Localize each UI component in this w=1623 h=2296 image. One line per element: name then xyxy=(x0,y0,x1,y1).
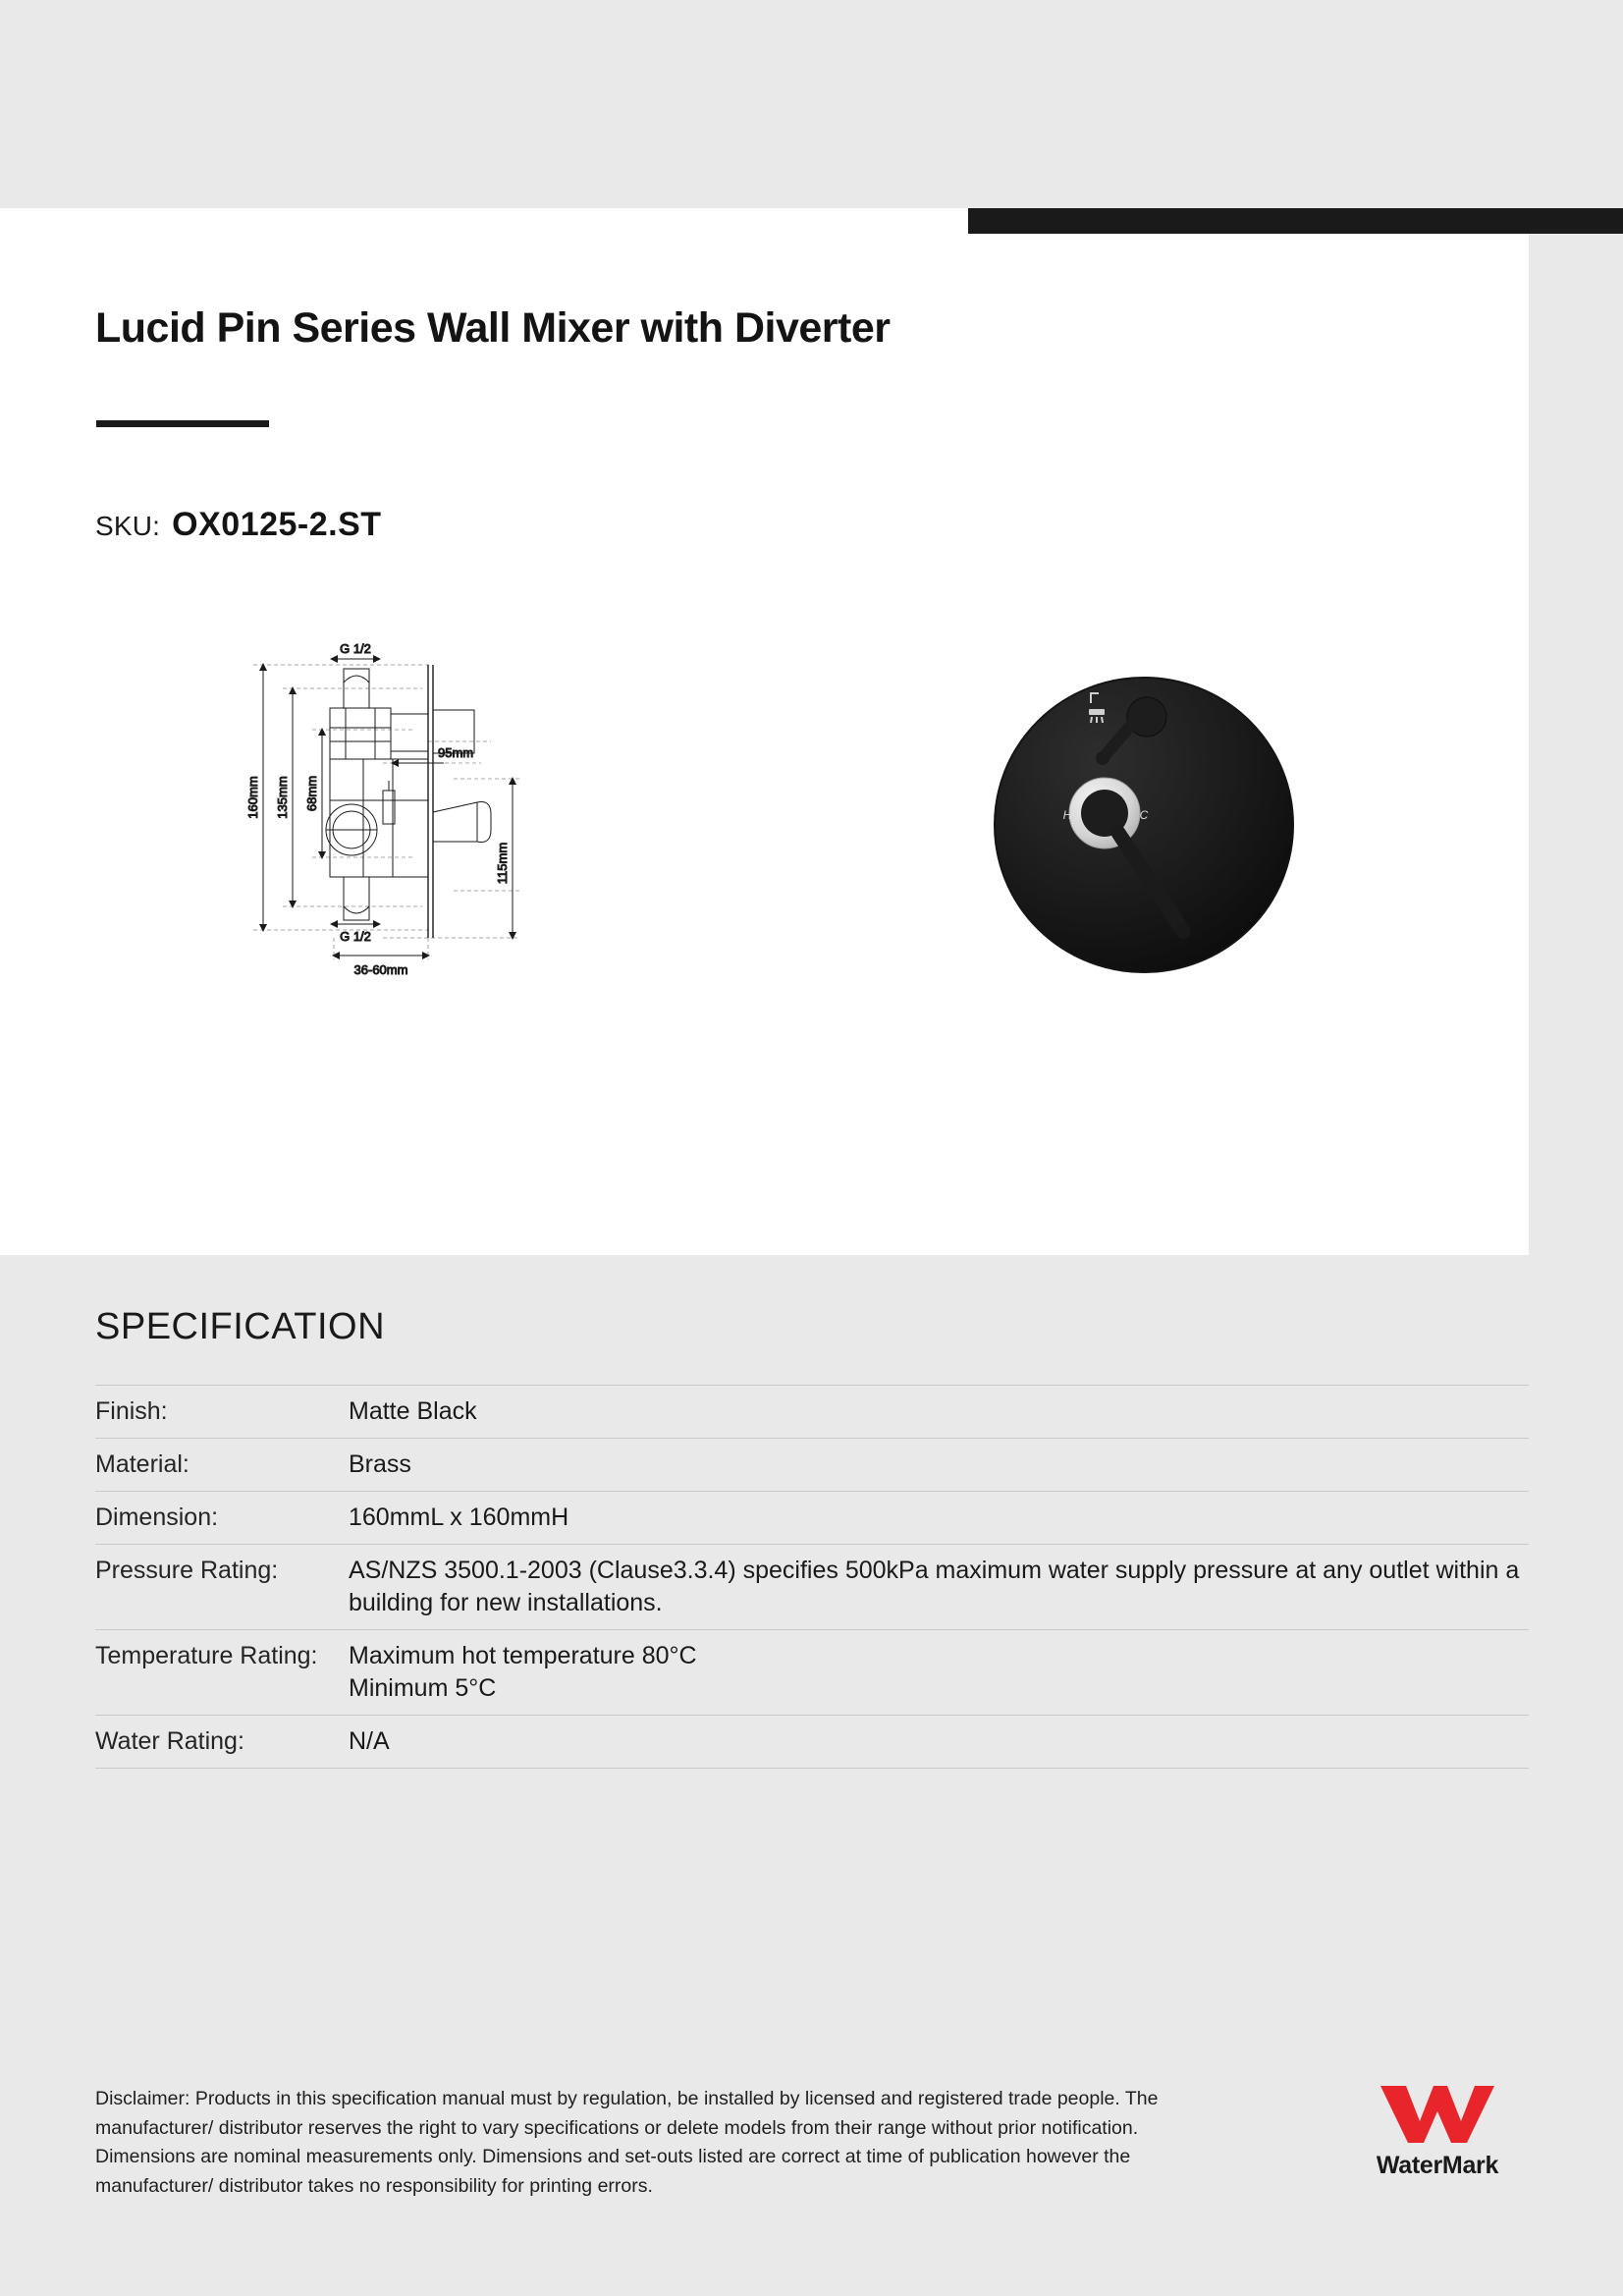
specification-table xyxy=(95,1385,1529,1769)
technical-drawing xyxy=(236,643,697,1105)
table-row xyxy=(95,1630,1529,1716)
svg-text:36-60mm: 36-60mm xyxy=(353,962,408,977)
sku-label: SKU: xyxy=(95,511,161,541)
svg-text:160mm: 160mm xyxy=(245,776,260,819)
svg-text:G 1/2: G 1/2 xyxy=(340,643,371,656)
spec-key: Dimension: xyxy=(95,1492,349,1545)
spec-key: Temperature Rating: xyxy=(95,1630,349,1716)
sku-row xyxy=(95,506,382,544)
header-accent-bar xyxy=(968,208,1623,234)
table-row xyxy=(95,1716,1529,1769)
table-row xyxy=(95,1386,1529,1439)
watermark-label: WaterMark xyxy=(1376,2152,1499,2179)
watermark-logo xyxy=(1339,2082,1536,2180)
table-row xyxy=(95,1439,1529,1492)
spec-key: Pressure Rating: xyxy=(95,1545,349,1630)
table-row xyxy=(95,1492,1529,1545)
watermark-icon xyxy=(1377,2082,1498,2145)
svg-text:68mm: 68mm xyxy=(304,775,319,812)
hot-mark: H xyxy=(1062,808,1072,822)
disclaimer-text: Disclaimer: Products in this specification manual must by regulation, be installed by licensed and registered trade people. The manufacturer/ distributor reserves the right to vary specifications or delete models from their range without prior notification. Dimensions are nominal measurements only. Dimensions and set-outs listed are correct at time of publication however the manufacturer/ distributor takes no responsibility for printing errors. xyxy=(95,2088,1159,2197)
sku-value: OX0125-2.ST xyxy=(172,506,382,543)
svg-text:G 1/2: G 1/2 xyxy=(340,929,371,944)
specification-heading: SPECIFICATION xyxy=(95,1306,386,1347)
cold-mark: C xyxy=(1139,808,1149,822)
spec-value: N/A xyxy=(349,1716,1529,1769)
table-row xyxy=(95,1545,1529,1630)
spec-value: Maximum hot temperature 80°C Minimum 5°C xyxy=(349,1630,1529,1716)
spec-value: AS/NZS 3500.1-2003 (Clause3.3.4) specifies 500kPa maximum water supply pressure at any outlet within a building for new installations. xyxy=(349,1545,1529,1630)
page-title: Lucid Pin Series Wall Mixer with Diverter xyxy=(95,304,891,352)
spec-value: Brass xyxy=(349,1439,1529,1492)
spec-key: Material: xyxy=(95,1439,349,1492)
svg-text:115mm: 115mm xyxy=(495,842,510,885)
svg-text:95mm: 95mm xyxy=(438,745,474,760)
title-underline xyxy=(96,420,269,427)
spec-key: Water Rating: xyxy=(95,1716,349,1769)
svg-text:135mm: 135mm xyxy=(275,776,290,819)
spec-key: Finish: xyxy=(95,1386,349,1439)
product-photo xyxy=(987,668,1311,1090)
spec-value: Matte Black xyxy=(349,1386,1529,1439)
spec-value: 160mmL x 160mmH xyxy=(349,1492,1529,1545)
